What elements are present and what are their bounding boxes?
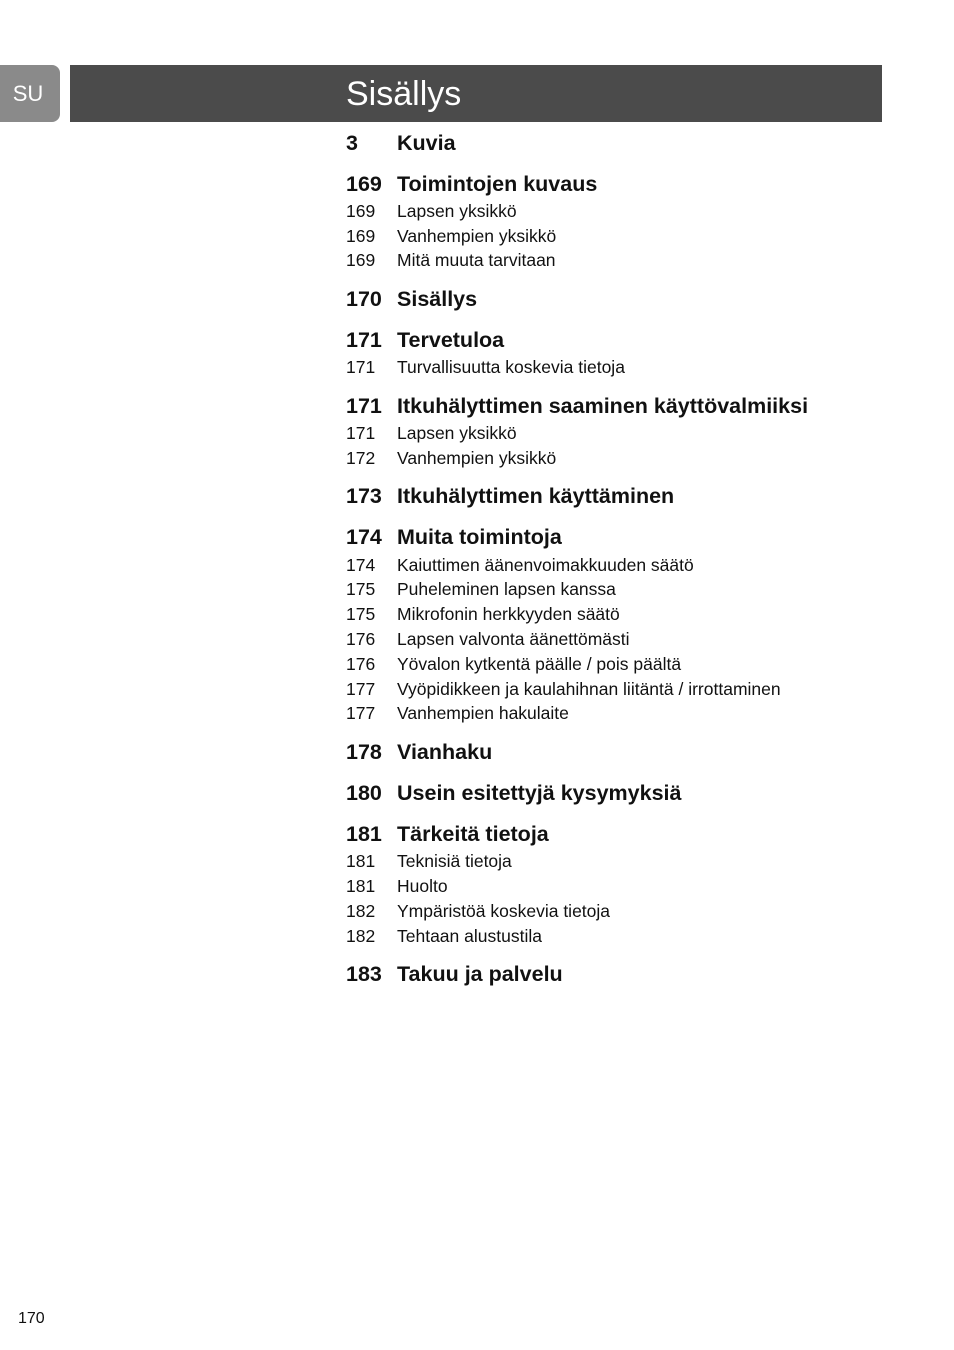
toc-item-title: Kaiuttimen äänenvoimakkuuden säätö [397,554,694,575]
toc-section-page: 183 [346,962,382,987]
toc-item-title: Vanhempien yksikkö [397,225,557,246]
toc-section [346,482,906,512]
toc-item-page: 175 [346,579,376,600]
toc-section-title: Tervetuloa [397,327,505,352]
toc-item-title: Mikrofonin herkkyyden säätö [397,604,620,625]
toc-section-heading[interactable] [346,819,906,849]
toc-item-page: 176 [346,629,376,650]
toc-item-title: Vanhempien yksikkö [397,447,557,468]
toc-item-title: Puheleminen lapsen kanssa [397,579,616,600]
toc-item-page: 171 [346,423,376,444]
toc-section-heading[interactable] [346,523,906,553]
toc-item[interactable] [346,652,906,677]
toc-section [346,737,906,767]
toc-item-title: Ympäristöä koskevia tietoja [397,900,611,921]
toc-item[interactable] [346,249,906,274]
toc-item[interactable] [346,446,906,471]
toc-item-page: 169 [346,200,376,221]
toc-section-page: 181 [346,821,382,846]
toc-section-heading[interactable] [346,482,906,512]
toc-item-page: 177 [346,703,376,724]
toc-item-page: 172 [346,447,376,468]
toc-item-title: Lapsen yksikkö [397,423,517,444]
toc-item-page: 169 [346,225,376,246]
toc-section [346,169,906,273]
toc-item[interactable] [346,702,906,727]
toc-section [346,325,906,380]
toc-section [346,128,906,158]
toc-section-page: 170 [346,286,382,311]
toc-item-page: 182 [346,900,376,921]
toc-section-page: 171 [346,393,382,418]
toc-item-page: 182 [346,925,376,946]
toc-section [346,960,906,990]
toc-item[interactable] [346,849,906,874]
toc-section-page: 3 [346,130,358,155]
toc-section [346,819,906,948]
toc-item-title: Vanhempien hakulaite [397,703,569,724]
toc-item[interactable] [346,874,906,899]
toc-section-title: Kuvia [397,130,456,155]
toc-item[interactable] [346,924,906,949]
toc-item[interactable] [346,199,906,224]
toc-section-title: Tärkeitä tietoja [397,821,549,846]
language-tab: SU [0,65,60,122]
toc-item[interactable] [346,677,906,702]
toc-section-title: Itkuhälyttimen käyttäminen [397,484,675,509]
page-number: 170 [18,1310,45,1327]
toc-section-heading[interactable] [346,128,906,158]
toc-section-title: Takuu ja palvelu [397,962,563,987]
toc-item[interactable] [346,602,906,627]
toc-section [346,391,906,471]
toc-section-page: 174 [346,525,382,550]
toc-item-page: 177 [346,678,376,699]
title-bar [70,65,882,122]
toc-item[interactable] [346,627,906,652]
page-title: Sisällys [346,75,462,113]
toc-item-page: 176 [346,653,376,674]
toc-section-heading[interactable] [346,778,906,808]
toc-item[interactable] [346,553,906,578]
toc-item[interactable] [346,355,906,380]
toc-section-heading[interactable] [346,960,906,990]
toc-section-heading[interactable] [346,737,906,767]
toc-item-title: Lapsen yksikkö [397,200,517,221]
toc-item-title: Teknisiä tietoja [397,851,512,872]
toc-item-title: Mitä muuta tarvitaan [397,250,556,271]
toc-item-page: 175 [346,604,376,625]
toc-section-title: Sisällys [397,286,478,311]
toc-item-title: Huolto [397,876,448,897]
toc-section-page: 169 [346,171,382,196]
toc-item-title: Lapsen valvonta äänettömästi [397,629,630,650]
toc-section-title: Vianhaku [397,739,493,764]
toc-item-title: Tehtaan alustustila [397,925,542,946]
toc-section-heading[interactable] [346,325,906,355]
toc-section-title: Toimintojen kuvaus [397,171,598,196]
toc-section-heading[interactable] [346,391,906,421]
toc-section-title: Muita toimintoja [397,525,562,550]
toc-section-heading[interactable] [346,284,906,314]
toc-section [346,284,906,314]
toc-item-page: 171 [346,357,376,378]
toc-section [346,778,906,808]
toc-item-page: 181 [346,851,376,872]
toc-section-title: Usein esitettyjä kysymyksiä [397,780,682,805]
toc-item-page: 181 [346,876,376,897]
toc-item[interactable] [346,224,906,249]
toc-section [346,523,906,727]
toc-item[interactable] [346,421,906,446]
toc-item-title: Yövalon kytkentä päälle / pois päältä [397,653,682,674]
toc-item-title: Turvallisuutta koskevia tietoja [397,357,625,378]
toc-item-page: 174 [346,554,376,575]
table-of-contents [346,128,906,1001]
toc-section-page: 178 [346,739,382,764]
toc-item-page: 169 [346,250,376,271]
toc-item[interactable] [346,899,906,924]
toc-item[interactable] [346,578,906,603]
toc-section-title: Itkuhälyttimen saaminen käyttövalmiiksi [397,393,809,418]
toc-section-page: 173 [346,484,382,509]
toc-section-page: 171 [346,327,382,352]
toc-item-title: Vyöpidikkeen ja kaulahihnan liitäntä / irrottaminen [397,678,781,699]
toc-section-heading[interactable] [346,169,906,199]
toc-section-page: 180 [346,780,382,805]
